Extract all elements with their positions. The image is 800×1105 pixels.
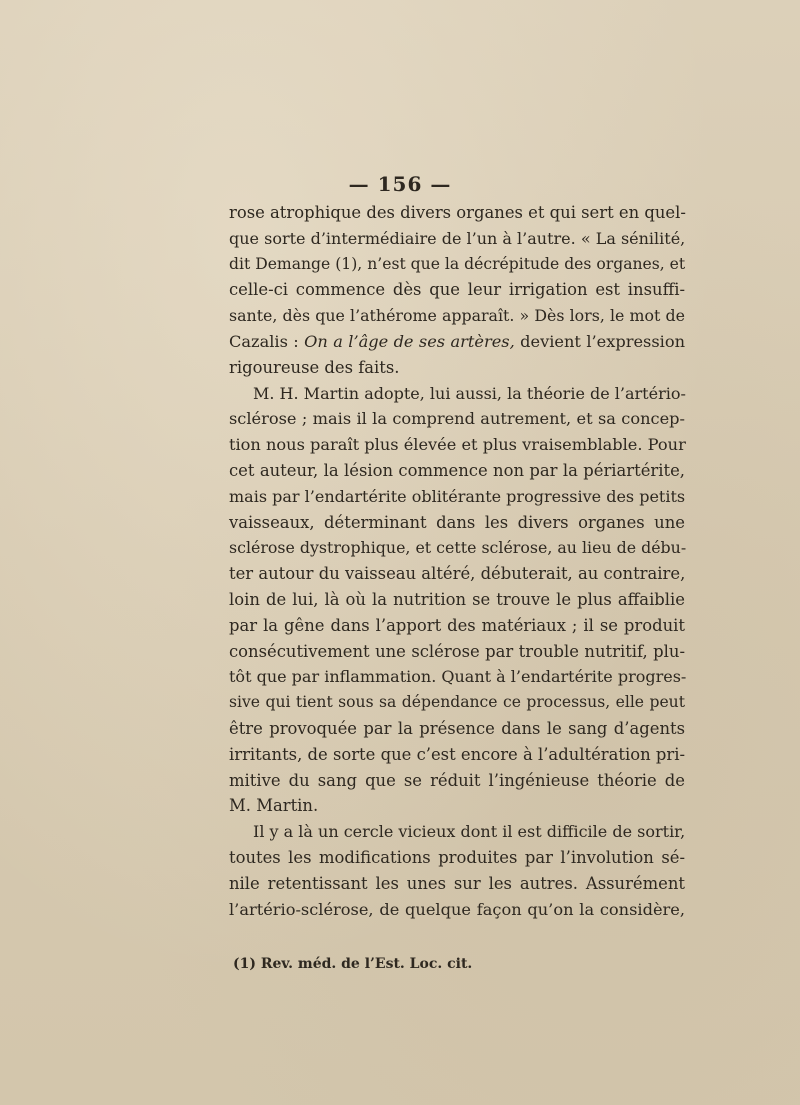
text-line: que sorte d’intermédiaire de l’un à l’autre. « La sénilité, (229, 228, 686, 248)
text-line: rigoureuse des faits. (229, 357, 400, 377)
text-segment: devient l’expression (514, 331, 685, 351)
page-number: — 156 — (348, 172, 452, 196)
footnote: (1) Rev. méd. de l’Est. Loc. cit. (233, 956, 473, 972)
text-line: celle-ci commence dès que leur irrigation est insuffi- (229, 280, 685, 300)
text-line: mitive du sang que se réduit l’ingénieuse théorie de (229, 770, 685, 790)
text-line: rose atrophique des divers organes et qui sert en quel- (229, 203, 686, 222)
text-line: loin de lui, là où la nutrition se trouve le plus affaiblie (229, 589, 685, 609)
text-line: sante, dès que l’athérome apparaît. » Dès lors, le mot de (229, 306, 685, 326)
text-segment: Cazalis : (229, 331, 305, 351)
text-line: irritants, de sorte que c’est encore à l’adultération pri- (229, 744, 685, 764)
text-line: cet auteur, la lésion commence non par la périartérite, (229, 460, 685, 480)
text-line: M. Martin. (229, 796, 319, 816)
text-line: être provoquée par la présence dans le sang d’agents (229, 718, 685, 738)
text-line: ter autour du vaisseau altéré, débuterait, au contraire, (229, 564, 686, 584)
text-line: tion nous paraît plus élevée et plus vraisemblable. Pour (229, 435, 686, 455)
text-line (229, 329, 685, 355)
italic-quote: On a l’âge de ses artères, (304, 331, 515, 351)
text-line: Il y a là un cercle vicieux dont il est difficile de sortir, (253, 822, 686, 842)
text-line: nile retentissant les unes sur les autres. Assurément (229, 873, 685, 893)
text-line: consécutivement une sclérose par trouble nutritif, plu- (229, 641, 685, 661)
text-line: tôt que par inflammation. Quant à l’endartérite progres- (229, 667, 687, 687)
text-line: M. H. Martin adopte, lui aussi, la théorie de l’artério- (253, 383, 686, 403)
text-line: sclérose ; mais il la comprend autrement, et sa concep- (229, 409, 685, 429)
text-line: toutes les modifications produites par l’involution sé- (229, 847, 685, 867)
text-line: sive qui tient sous sa dépendance ce processus, elle peut (229, 693, 685, 712)
text-line: dit Demange (1), n’est que la décrépitude des organes, et (229, 254, 686, 273)
text-line: vaisseaux, déterminant dans les divers organes une (229, 512, 685, 532)
body-text (229, 200, 685, 922)
text-line: par la gêne dans l’apport des matériaux ; il se produit (229, 615, 685, 635)
text-line: l’artério-sclérose, de quelque façon qu’on la considère, (229, 899, 685, 919)
text-line: sclérose dystrophique, et cette sclérose, au lieu de débu- (229, 538, 687, 558)
text-line: mais par l’endartérite oblitérante progressive des petits (229, 486, 686, 506)
